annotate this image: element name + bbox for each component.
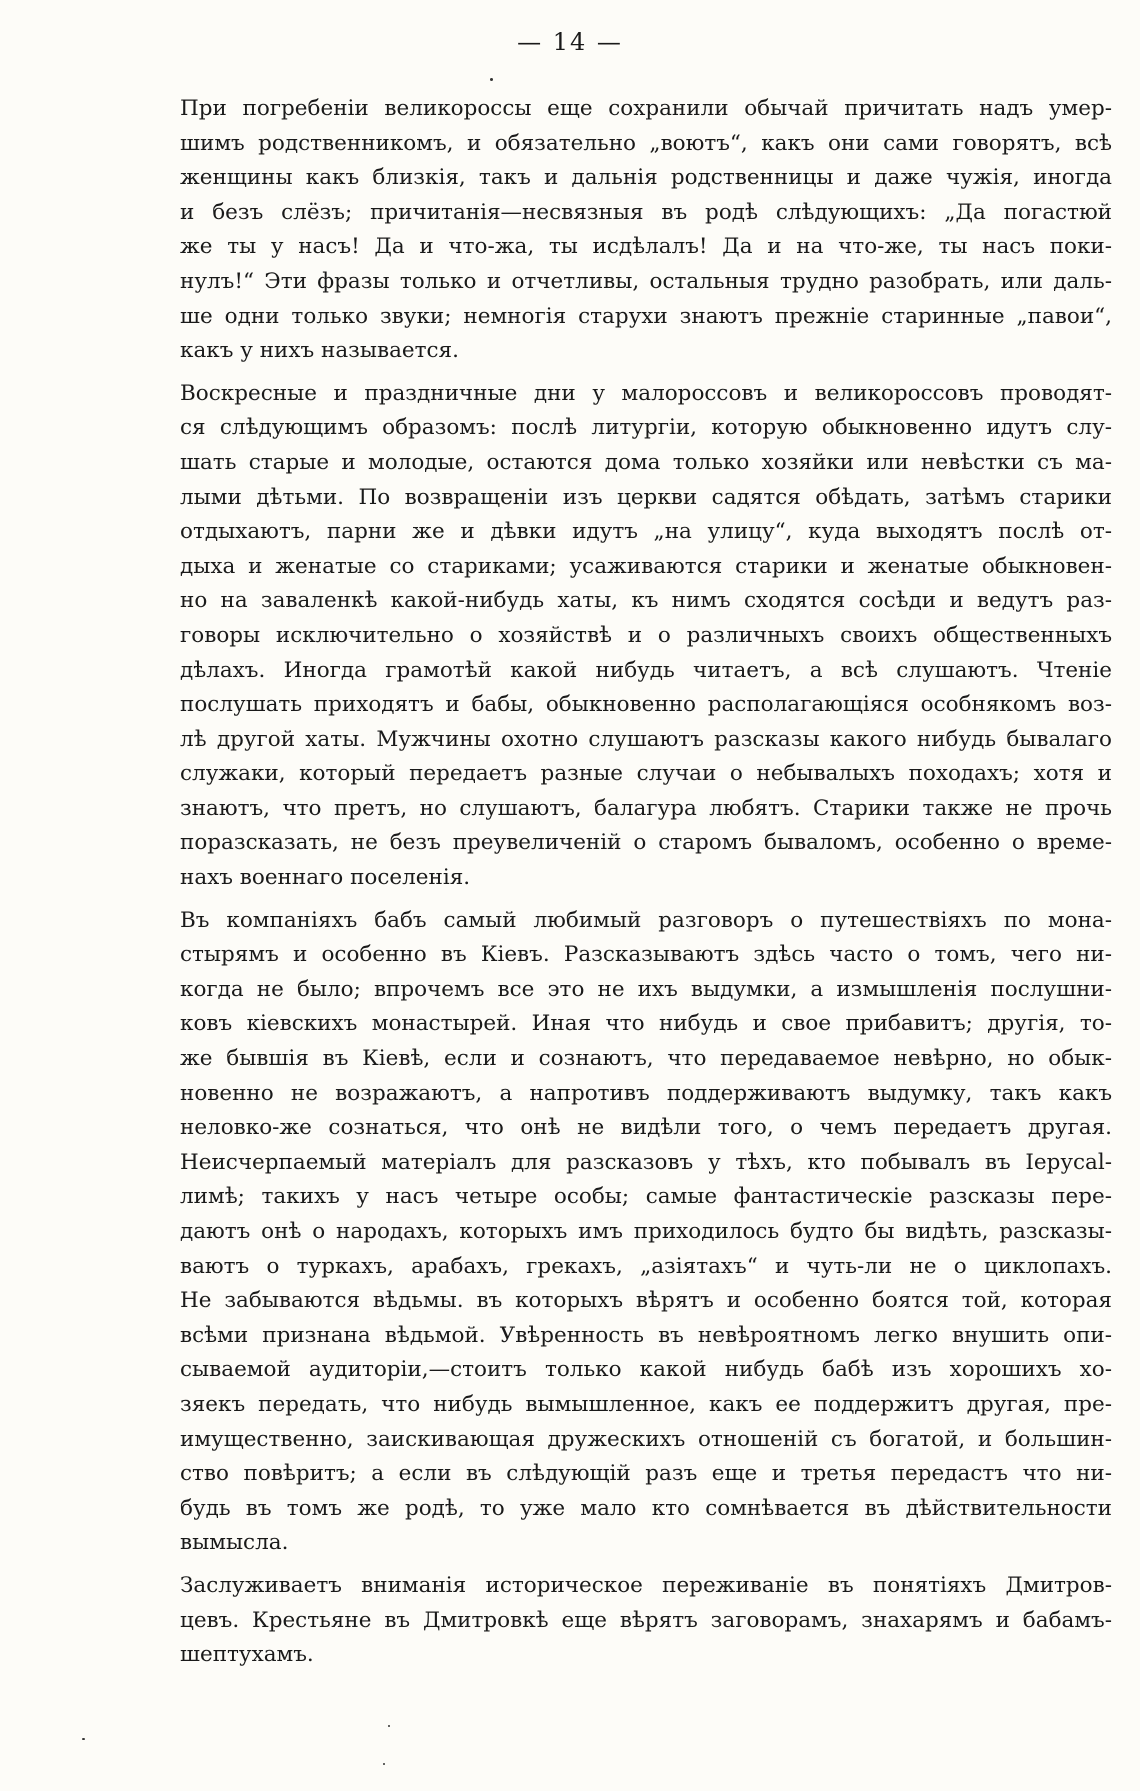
- text-line: знаютъ, что претъ, но слушаютъ, балагура любятъ. Старики также не прочь: [180, 795, 1112, 821]
- text-line: будь въ томъ же родѣ, то уже мало кто сомнѣвается въ дѣйствительности: [180, 1495, 1112, 1521]
- text-line: Въ компаніяхъ бабъ самый любимый разговоръ о путешествіяхъ по мона-: [180, 907, 1112, 933]
- paragraph: [180, 904, 1112, 1561]
- text-line: дѣлахъ. Иногда грамотѣй какой нибудь читаетъ, а всѣ слушаютъ. Чтеніе: [180, 657, 1112, 683]
- text-line: лимѣ; такихъ у насъ четыре особы; самые фантастическіе разсказы пере-: [180, 1184, 1112, 1210]
- text-line: вымысла.: [180, 1530, 289, 1556]
- text-line: нулъ!“ Эти фразы только и отчетливы, остальныя трудно разобрать, или даль-: [180, 268, 1112, 294]
- text-line: зяекъ передать, что нибудь вымышленное, какъ ее поддержитъ другая, пре-: [180, 1391, 1112, 1417]
- text-line: ваютъ о туркахъ, арабахъ, грекахъ, „азіятахъ“ и чуть-ли не о циклопахъ.: [180, 1253, 1112, 1279]
- text-line: неловко-же сознаться, что онѣ не видѣли того, о чемъ передаетъ другая.: [180, 1115, 1112, 1141]
- text-line: ше одни только звуки; немногія старухи знаютъ прежніе старинные „павои“,: [180, 303, 1112, 329]
- text-line: послушать приходятъ и бабы, обыкновенно располагающіяся особнякомъ воз-: [180, 692, 1112, 718]
- text-line: ся слѣдующимъ образомъ: послѣ литургіи, которую обыкновенно идутъ слу-: [180, 415, 1112, 441]
- text-line: и безъ слёзъ; причитанія—несвязныя въ родѣ слѣдующихъ: „Да погастюй: [180, 199, 1112, 225]
- paragraph: [180, 92, 1112, 369]
- text-line: лѣ другой хаты. Мужчины охотно слушаютъ разсказы какого нибудь бывалаго: [180, 726, 1112, 752]
- text-line: сываемой аудиторіи,—стоитъ только какой нибудь бабѣ изъ хорошихъ хо-: [180, 1357, 1112, 1383]
- text-line: Заслуживаетъ вниманія историческое переживаніе въ понятіяхъ Дмитров-: [180, 1572, 1112, 1598]
- text-line: отдыхаютъ, парни же и дѣвки идутъ „на улицу“, куда выходятъ послѣ от-: [180, 519, 1112, 545]
- text-line: нахъ военнаго поселенія.: [180, 865, 471, 891]
- text-line: цевъ. Крестьяне въ Дмитровкѣ еще вѣрятъ заговорамъ, знахарямъ и бабамъ-: [180, 1607, 1112, 1633]
- text-line: женщины какъ близкія, такъ и дальнія родственницы и даже чужія, иногда: [180, 165, 1112, 191]
- text-line: говоры исключительно о хозяйствѣ и о различныхъ своихъ общественныхъ: [180, 622, 1112, 648]
- print-speck: [383, 1763, 385, 1765]
- text-line: поразсказать, не безъ преувеличеній о старомъ бываломъ, особенно о време-: [180, 830, 1112, 856]
- text-line: Неисчерпаемый матеріалъ для разсказовъ у тѣхъ, кто побывалъ въ Іерусаl-: [180, 1149, 1112, 1175]
- body-text: [180, 92, 1112, 1681]
- text-line: когда не было; впрочемъ все это не ихъ выдумки, а измышленія послушни-: [180, 976, 1112, 1002]
- text-line: имущественно, заискивающая дружескихъ отношеній съ богатой, и большин-: [180, 1426, 1112, 1452]
- text-line: но на заваленкѣ какой-нибудь хаты, къ нимъ сходятся сосѣди и ведутъ раз-: [180, 588, 1112, 614]
- text-line: лыми дѣтьми. По возвращеніи изъ церкви садятся обѣдать, затѣмъ старики: [180, 484, 1112, 510]
- text-line: служаки, который передаетъ разные случаи о небывалыхъ походахъ; хотя и: [180, 761, 1112, 787]
- text-line: же бывшія въ Кіевѣ, если и сознаютъ, что передаваемое невѣрно, но обык-: [180, 1046, 1112, 1072]
- text-line: новенно не возражаютъ, а напротивъ поддерживаютъ выдумку, такъ какъ: [180, 1080, 1112, 1106]
- page-number: — 14 —: [517, 28, 623, 56]
- text-line: шептухамъ.: [180, 1642, 314, 1668]
- text-line: всѣми признана вѣдьмой. Увѣренность въ невѣроятномъ легко внушить опи-: [180, 1322, 1112, 1348]
- text-line: Воскресные и праздничные дни у малороссовъ и великороссовъ проводят-: [180, 380, 1112, 406]
- text-line: какъ у нихъ называется.: [180, 338, 459, 364]
- text-line: ковъ кіевскихъ монастырей. Иная что нибудь и свое прибавитъ; другія, то-: [180, 1011, 1112, 1037]
- text-line: ство повѣритъ; а если въ слѣдующій разъ еще и третья передастъ что ни-: [180, 1461, 1112, 1487]
- print-speck: [388, 1725, 390, 1727]
- text-line: даютъ онѣ о народахъ, которыхъ имъ приходилось будто бы видѣть, разсказы-: [180, 1219, 1112, 1244]
- paragraph: [180, 377, 1112, 896]
- print-speck: [490, 78, 493, 81]
- text-line: Не забываются вѣдьмы. въ которыхъ вѣрятъ и особенно боятся той, которая: [180, 1288, 1112, 1314]
- text-line: шимъ родственникомъ, и обязательно „воютъ“, какъ они сами говорятъ, всѣ: [180, 130, 1112, 156]
- text-line: При погребеніи великороссы еще сохранили обычай причитать надъ умер-: [180, 96, 1112, 121]
- text-line: же ты у насъ! Да и что-жа, ты исдѣлалъ! Да и на что-же, ты насъ поки-: [180, 234, 1112, 260]
- paragraph: [180, 1569, 1112, 1673]
- text-line: дыха и женатые со стариками; усаживаются старики и женатые обыкновен-: [180, 553, 1112, 579]
- text-line: шать старые и молодые, остаются дома только хозяйки или невѣстки съ ма-: [180, 449, 1112, 475]
- text-line: стырямъ и особенно въ Кіевъ. Разсказываютъ здѣсь часто о томъ, чего ни-: [180, 942, 1112, 968]
- print-speck: [82, 1738, 85, 1740]
